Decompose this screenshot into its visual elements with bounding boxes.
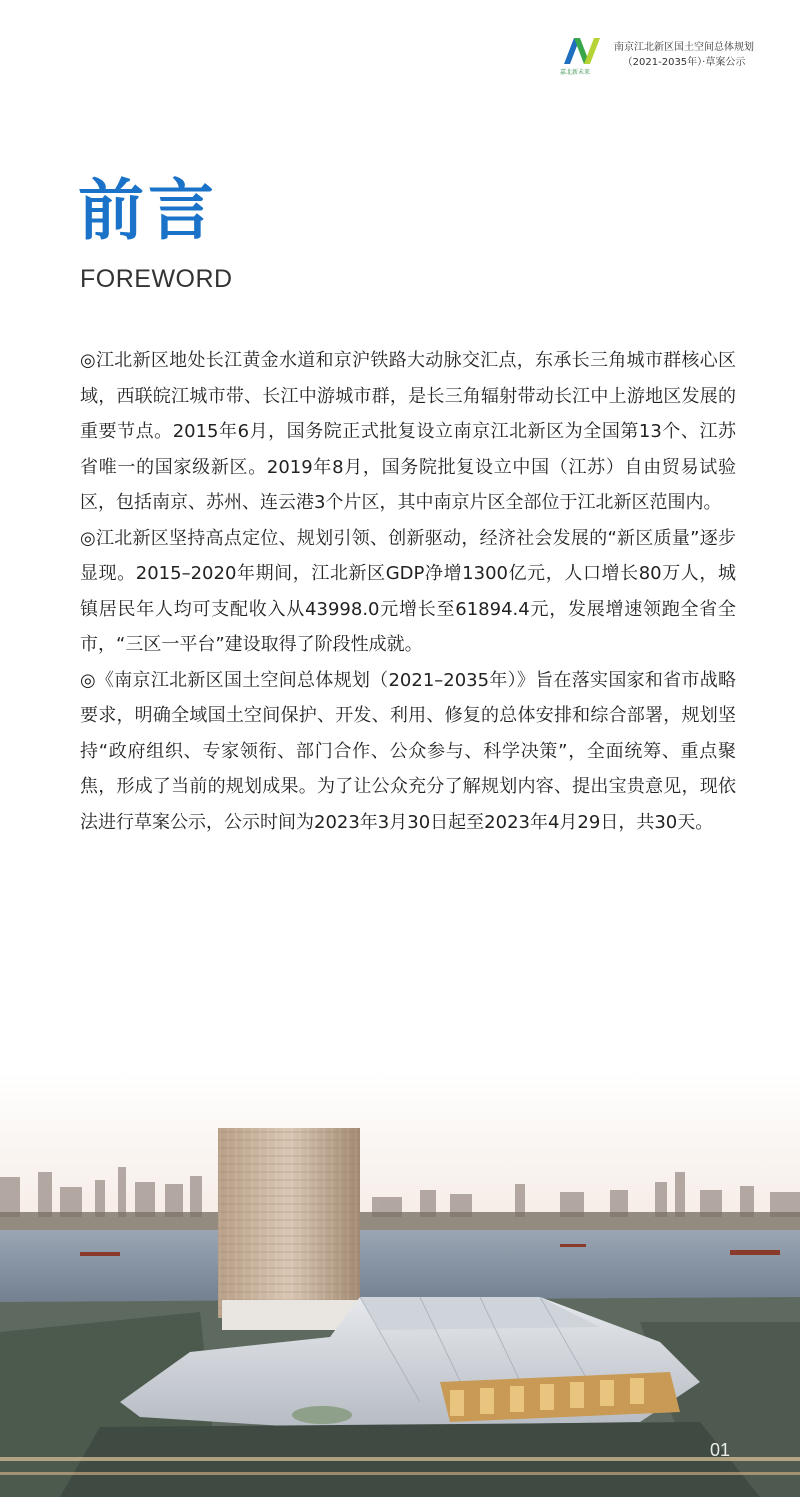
- logo-text: 嘉北新未来: [560, 69, 591, 76]
- paragraph-plan: ◎《南京江北新区国土空间总体规划（2021–2035年）》旨在落实国家和省市战略要求，明确全域国土空间保护、开发、利用、修复的总体安排和综合部署，规划坚持“政府组织、专家领衔、部门合作、公众参与、科学决策”，全面统筹、重点聚焦，形成了当前的规划成果。为了让公众充分了解规划内容、提出宝贵意见，现依法进行草案公示，公示时间为2023年3月30日起至2023年4月29日，共30天。: [80, 669, 736, 833]
- document-title: [614, 34, 754, 70]
- paragraph-location: ◎江北新区地处长江黄金水道和京沪铁路大动脉交汇点，东承长三角城市群核心区域，西联皖江城市带、长江中游城市群，是长三角辐射带动长江中上游地区发展的重要节点。2015年6月，国务院正式批复设立南京江北新区为全国第13个、江苏省唯一的国家级新区。2019年8月，国务院批复设立中国（江苏）自由贸易试验区，包括南京、苏州、连云港3个片区，其中南京片区全部位于江北新区范围内。: [80, 350, 736, 513]
- page-subtitle: FOREWORD: [80, 265, 233, 293]
- page-title: 前言: [78, 172, 218, 249]
- document-title-line2: （2021-2035年）·草案公示: [622, 57, 746, 68]
- foreword-body: [80, 343, 736, 840]
- page-number: 01: [709, 1440, 730, 1460]
- jiangbei-logo: [562, 34, 604, 78]
- paragraph-development: ◎江北新区坚持高点定位、规划引领、创新驱动，经济社会发展的“新区质量”逐步显现。2015–2020年期间，江北新区GDP净增1300亿元，人口增长80万人，城镇居民年人均可支配收入从43998.0元增长至61894.4元，发展增速领跑全省全市，“三区一平台”建设取得了阶段性成就。: [80, 527, 736, 655]
- city-photo: [0, 1072, 800, 1497]
- document-title-line1: 南京江北新区国土空间总体规划: [614, 42, 754, 53]
- page-header: [562, 34, 754, 78]
